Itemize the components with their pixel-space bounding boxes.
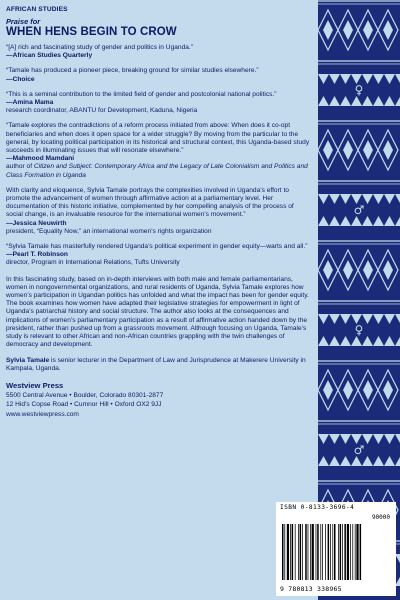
pattern-triangle: [362, 216, 373, 226]
barcode-bar: [300, 524, 302, 580]
pattern-triangle: [373, 456, 384, 466]
pattern-triangle: [351, 96, 362, 106]
barcode-bar: [312, 524, 314, 580]
barcode-bar: [328, 524, 330, 580]
pattern-triangle: [384, 96, 395, 106]
pattern-triangle: [384, 74, 395, 84]
barcode-bar: [284, 524, 285, 580]
pattern-triangle: [373, 434, 384, 444]
pattern-triangle: [340, 216, 351, 226]
barcode-bar: [356, 524, 358, 580]
pattern-triangle: [395, 456, 400, 466]
barcode-bar: [332, 524, 333, 580]
quote-text: “Tamale has produced a pioneer piece, breaking ground for similar studies elsewhere.”: [6, 67, 259, 75]
barcode-bar: [298, 524, 299, 580]
pattern-triangle: [362, 456, 373, 466]
pattern-diamond-inner: [343, 140, 353, 160]
publisher-address-us: 5500 Central Avenue • Boulder, Colorado 80301-2877: [6, 391, 164, 399]
barcode-icon: [280, 524, 392, 582]
pattern-triangle: [318, 194, 329, 204]
pattern-diamond-inner: [363, 140, 373, 160]
barcode-bar: [292, 524, 294, 580]
review-quote: [6, 187, 312, 236]
book-title: WHEN HENS BEGIN TO CROW: [6, 26, 177, 38]
pattern-triangle: [329, 336, 340, 346]
review-quote: [6, 44, 312, 60]
pattern-triangle: [318, 96, 329, 106]
barcode-bar: [338, 524, 339, 580]
pattern-triangle: [362, 96, 373, 106]
pattern-diamond-inner: [383, 140, 393, 160]
gender-symbol-icon: ♂: [353, 443, 365, 457]
pattern-diamond-inner: [383, 380, 393, 400]
pattern-triangle: [384, 194, 395, 204]
quote-source: —Mahmood Mamdani: [6, 155, 75, 163]
barcode-bar: [350, 524, 351, 580]
pattern-triangle: [373, 74, 384, 84]
quote-text: “This is a seminal contribution to the limited field of gender and postcolonial national politics.”: [6, 90, 277, 98]
pattern-triangle: [318, 314, 329, 324]
pattern-diamond-inner: [323, 140, 333, 160]
pattern-diamond-inner: [343, 260, 353, 280]
publisher-address-uk: 12 Hid’s Copse Road • Cumnor Hill • Oxford OX2 9JJ: [6, 401, 162, 409]
barcode-bar: [316, 524, 317, 580]
pattern-triangle: [340, 336, 351, 346]
pattern-triangle: [373, 96, 384, 106]
pattern-diamond-inner: [363, 380, 373, 400]
barcode-bar: [310, 524, 311, 580]
review-quote: [6, 243, 312, 268]
pattern-triangle: [351, 216, 362, 226]
author-bio-text: is senior lecturer in the Department of Law and Jurisprudence at Makerere University in Kampala, Uganda.: [6, 356, 306, 372]
pattern-triangle: [340, 96, 351, 106]
pattern-diamond-inner: [323, 380, 333, 400]
quote-source: —Choice: [6, 75, 35, 83]
pattern-triangle: [362, 336, 373, 346]
pattern-triangle: [351, 456, 362, 466]
quote-text: With clarity and eloquence, Sylvia Tamale portrays the complexities involved in Uganda’s effort to promote the advancement of women through affirmative action at a parliamentary level. Her documentation of this historic initiative, complemented by her compelling analysis of the process of social change, is an invaluable resource for the international women’s movement.”: [6, 186, 294, 219]
barcode-bar: [308, 524, 309, 580]
pattern-diamond-inner: [323, 260, 333, 280]
pattern-triangle: [340, 434, 351, 444]
barcode-bar: [330, 524, 331, 580]
author-bio: [6, 357, 312, 373]
pattern-triangle: [340, 314, 351, 324]
barcode-bar: [342, 524, 343, 580]
quote-text: “Sylvia Tamale has masterfully rendered Uganda’s political experiment in gender equity—warts and all.”: [6, 243, 308, 251]
barcode-bar: [355, 524, 356, 580]
pattern-triangle: [373, 314, 384, 324]
pattern-triangle: [395, 216, 400, 226]
quote-affiliation: research coordinator, ABANTU for Development, Kaduna, Nigeria: [6, 107, 198, 115]
barcode-bar: [282, 524, 284, 580]
pattern-triangle: [318, 336, 329, 346]
pattern-triangle: [395, 336, 400, 346]
barcode-bar: [322, 524, 323, 580]
barcode-bar: [344, 524, 346, 580]
pattern-triangle: [329, 456, 340, 466]
pattern-triangle: [329, 74, 340, 84]
pattern-triangle: [340, 74, 351, 84]
book-description: In this fascinating study, based on in-depth interviews with both male and female parliamentarians, women in nongovernmental organizations, and rural residents of Uganda, Sylvia Tamale explores how women’s participation in Ugandan politics has unfolded and what the impact has been for gender equity. The book examines how women have adapted their legislative strategies for empowerment in light of Uganda’s patriarchal history and social structure. The author also looks at the consequences and implications of women’s parliamentary participation as a result of affirmative action handed down by the president, rather than pushed up from a grassroots movement. Although focusing on Uganda, Tamale’s study is relevant to other African and non-African countries grappling with the twin challenges of democracy and development.: [6, 275, 309, 349]
barcode-bar: [347, 524, 349, 580]
barcode-bar: [295, 524, 296, 580]
quote-source: —Amina Mama: [6, 99, 54, 107]
quote-affiliation: [6, 163, 312, 179]
pattern-triangle: [384, 434, 395, 444]
pattern-triangle: [351, 336, 362, 346]
barcode-bar: [287, 524, 289, 580]
barcode-bar: [305, 524, 307, 580]
pattern-triangle: [318, 216, 329, 226]
pattern-triangle: [395, 434, 400, 444]
gender-symbol-icon: ♀: [354, 83, 364, 97]
pattern-triangle: [318, 434, 329, 444]
pattern-diamond-inner: [363, 260, 373, 280]
pattern-triangle: [329, 314, 340, 324]
barcode-bar: [334, 524, 336, 580]
pattern-triangle: [384, 336, 395, 346]
quote-text: “Tamale explores the contradictions of a reform process initiated from above: When does it co-opt beneficiaries and when does it open space for a wider struggle? By moving from the particular to the general, by locating political participation in its historical and structural context, this Uganda-based study succeeds in illuminating issues that will resonate elsewhere.”: [6, 122, 310, 155]
pattern-diamond-inner: [383, 260, 393, 280]
quote-source: —Pearl T. Robinson: [6, 251, 68, 259]
gender-symbol-icon: ♂: [353, 203, 365, 217]
pattern-triangle: [318, 74, 329, 84]
barcode-bar: [317, 524, 319, 580]
quote-affiliation-prefix: author of: [6, 163, 34, 171]
barcode-bar: [352, 524, 353, 580]
quote-affiliation: president, “Equality Now,” an international women’s rights organization: [6, 227, 212, 235]
barcode-bar: [320, 524, 321, 580]
pattern-triangle: [340, 194, 351, 204]
publisher-website: www.westviewpress.com: [6, 410, 79, 418]
pattern-triangle: [395, 96, 400, 106]
pattern-diamond-inner: [363, 20, 373, 40]
pattern-diamond-inner: [383, 20, 393, 40]
barcode-bar: [340, 524, 342, 580]
barcode-bar: [360, 524, 362, 580]
barcode-panel: [276, 502, 396, 596]
pattern-triangle: [318, 456, 329, 466]
subject-category: AFRICAN STUDIES: [6, 6, 68, 13]
pattern-triangle: [329, 96, 340, 106]
praise-for-label: Praise for: [6, 17, 41, 26]
price-code: 90000: [371, 514, 390, 521]
pattern-triangle: [384, 314, 395, 324]
pattern-triangle: [329, 194, 340, 204]
pattern-triangle: [384, 216, 395, 226]
barcode-digits: 9 780813 338965: [280, 585, 342, 593]
review-quote: [6, 122, 312, 179]
publisher-name: Westview Press: [6, 380, 64, 390]
pattern-triangle: [329, 434, 340, 444]
isbn-label: ISBN 0-8133-3696-4: [280, 504, 355, 511]
pattern-triangle: [362, 74, 373, 84]
gender-symbol-icon: ♀: [354, 323, 364, 337]
barcode-bar: [325, 524, 326, 580]
pattern-triangle: [373, 216, 384, 226]
pattern-triangle: [373, 336, 384, 346]
pattern-triangle: [395, 314, 400, 324]
quote-affiliation: director, Program in International Relations, Tufts University: [6, 259, 180, 267]
barcode-bar: [290, 524, 291, 580]
review-quote: [6, 67, 312, 83]
pattern-triangle: [373, 194, 384, 204]
review-quote: [6, 91, 312, 116]
pattern-diamond-inner: [343, 20, 353, 40]
pattern-triangle: [395, 194, 400, 204]
barcode-bar: [302, 524, 303, 580]
quote-text: “[A] rich and fascinating study of gender and politics in Uganda.”: [6, 44, 193, 51]
author-name: Sylvia Tamale: [6, 356, 50, 364]
quote-affiliation-books: Citizen and Subject: Contemporary Africa and the Legacy of Late Colonialism and Politics and Class Formation in Uganda: [6, 163, 308, 179]
quote-source: —Jessica Neuwirth: [6, 219, 67, 227]
pattern-diamond-inner: [343, 380, 353, 400]
pattern-triangle: [329, 216, 340, 226]
pattern-diamond-inner: [323, 20, 333, 40]
pattern-triangle: [384, 456, 395, 466]
pattern-triangle: [362, 314, 373, 324]
quote-source: —African Studies Quarterly: [6, 52, 93, 60]
publisher-block: [6, 381, 312, 419]
pattern-triangle: [395, 74, 400, 84]
pattern-triangle: [340, 456, 351, 466]
